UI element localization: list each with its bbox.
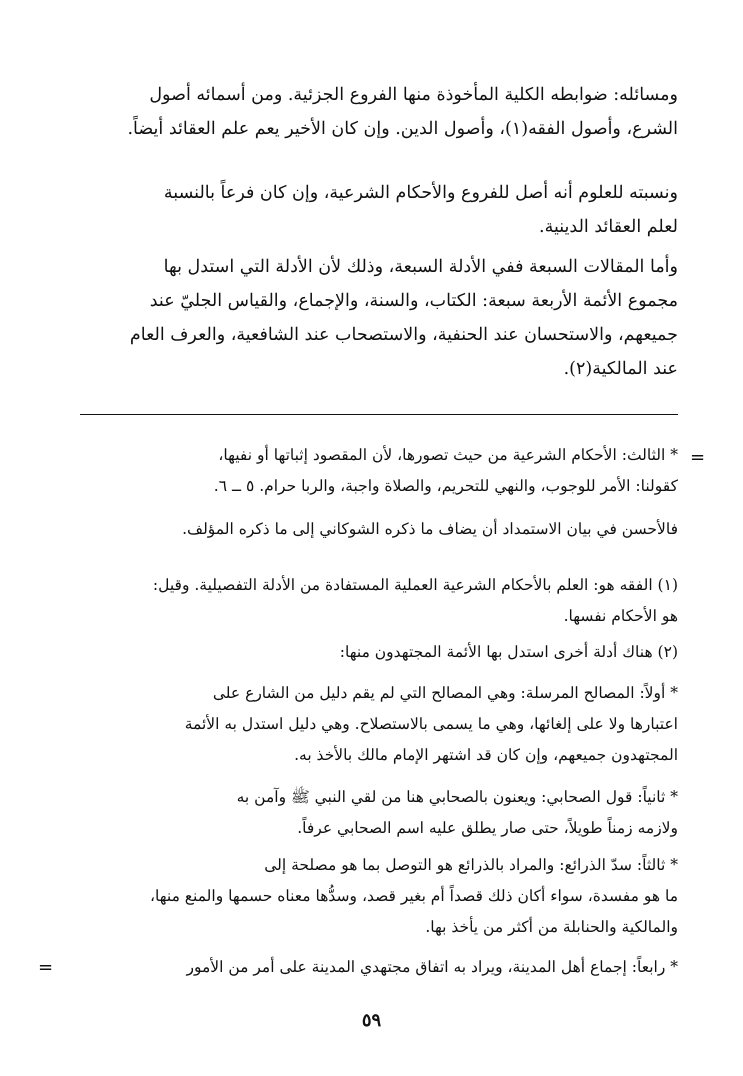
footnote-line: اعتبارها ولا على إلغائها، وهي ما يسمى بالاستصلاح. وهي دليل استدل به الأئمة (184, 715, 678, 733)
paragraph-relation (78, 176, 678, 244)
text-line: وأما المقالات السبعة ففي الأدلة السبعة، وذلك لأن الأدلة التي استدل بها (163, 257, 678, 277)
footnote-separator (80, 414, 678, 415)
text-line: ومسائله: ضوابطه الكلية المأخوذة منها الفروع الجزئية. ومن أسمائه أصول (149, 85, 678, 105)
footnote-line: * رابعاً: إجماع أهل المدينة، ويراد به اتفاق مجتهدي المدينة على أمر من الأمور (186, 958, 678, 976)
footnote-line: * ثانياً: قول الصحابي: ويعنون بالصحابي هنا من لقي النبي ﷺ وآمن به (236, 788, 678, 806)
page-number: ٥٩ (361, 1010, 382, 1031)
text-line: مجموع الأئمة الأربعة سبعة: الكتاب، والسنة، والإجماع، والقياس الجليّ عند (149, 291, 678, 311)
continuation-mark: = (690, 447, 706, 468)
footnote-line: ولازمه زمناً طويلاً، حتى صار يطلق عليه اسم الصحابي عرفاً. (297, 819, 678, 837)
footnote-2 (78, 637, 678, 668)
text-line: الشرع، وأصول الفقه(١)، وأصول الدين. وإن كان الأخير يعم علم العقائد أيضاً. (127, 119, 678, 139)
text-line: ونسبته للعلوم أنه أصل للفروع والأحكام الشرعية، وإن كان فرعاً بالنسبة (163, 183, 678, 203)
text-line: عند المالكية(٢). (563, 359, 678, 379)
footnote-line: كقولنا: الأمر للوجوب، والنهي للتحريم، والصلاة واجبة، والربا حرام. ٥ ــ ٦. (213, 477, 678, 495)
footnote-line: * أولاً: المصالح المرسلة: وهي المصالح التي لم يقم دليل من الشارع على (212, 684, 678, 702)
text-line: لعلم العقائد الدينية. (539, 217, 678, 237)
footnote-continued (78, 440, 678, 502)
footnote-line: هو الأحكام نفسها. (563, 607, 678, 625)
continuation-mark-bottom: = (38, 957, 54, 978)
footnote-2-item-1 (78, 678, 678, 771)
footnote-2-item-3 (78, 850, 678, 943)
footnote-line: (١) الفقه هو: العلم بالأحكام الشرعية العملية المستفادة من الأدلة التفصيلية. وقيل: (152, 576, 678, 594)
footnote-line: فالأحسن في بيان الاستمداد أن يضاف ما ذكره الشوكاني إلى ما ذكره المؤلف. (182, 520, 678, 538)
text-line: جميعهم، والاستحسان عند الحنفية، والاستصحاب عند الشافعية، والعرف العام (129, 325, 678, 345)
footnote-line: (٢) هناك أدلة أخرى استدل بها الأئمة المجتهدون منها: (339, 643, 678, 661)
footnote-continued-note (78, 514, 678, 545)
footnote-2-item-2 (78, 782, 678, 844)
footnote-2-item-4 (78, 952, 678, 983)
footnote-1 (78, 570, 678, 632)
footnote-line: * ثالثاً: سدّ الذرائع: والمراد بالذرائع هو التوصل بما هو مصلحة إلى (264, 856, 678, 874)
paragraph-subject-matter (78, 78, 678, 146)
footnote-line: المجتهدون جميعهم، وإن كان قد اشتهر الإمام مالك بالأخذ به. (294, 746, 678, 764)
footnote-line: * الثالث: الأحكام الشرعية من حيث تصورها، لأن المقصود إثباتها أو نفيها، (218, 446, 678, 464)
footnote-line: ما هو مفسدة، سواء أكان ذلك قصداً أم بغير قصد، وسدُّها معناه حسمها والمنع منها، (150, 887, 678, 905)
paragraph-seven-proofs (78, 250, 678, 386)
footnote-line: والمالكية والحنابلة من أكثر من يأخذ بها. (425, 918, 678, 936)
